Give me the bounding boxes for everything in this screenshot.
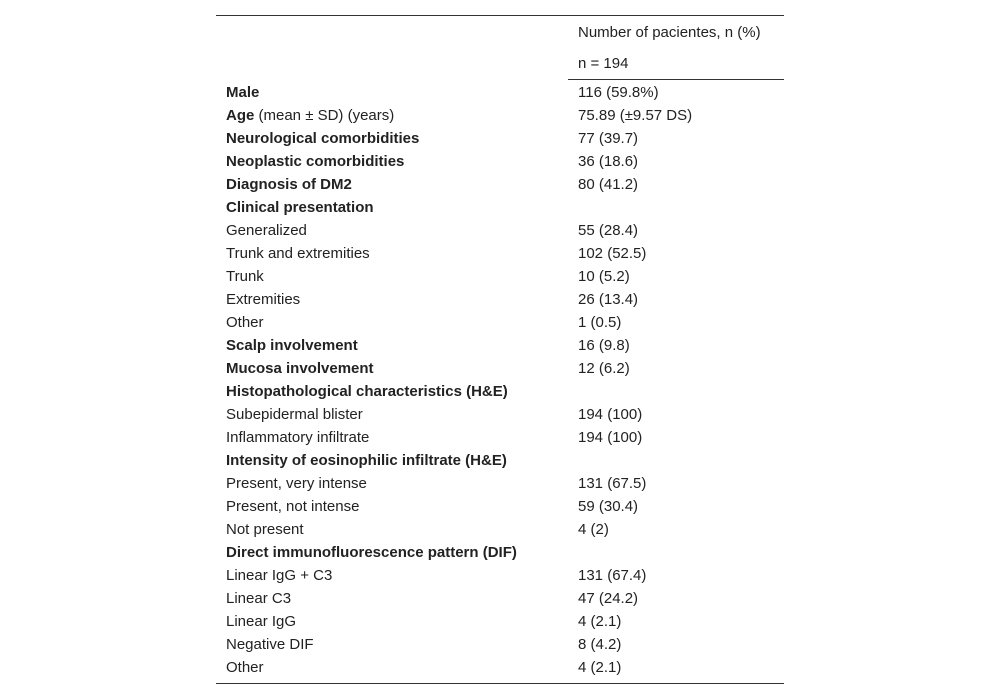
row-label-wrap — [216, 104, 568, 127]
table-row — [216, 426, 784, 449]
row-value: 131 (67.5) — [578, 475, 647, 492]
row-label: Present, not intense — [226, 498, 360, 515]
row-label: Scalp involvement — [226, 337, 358, 354]
row-value: 77 (39.7) — [578, 130, 639, 147]
table-row — [216, 219, 784, 242]
section-label: Histopathological characteristics (H&E) — [226, 383, 508, 400]
row-label: Not present — [226, 521, 304, 538]
table-row — [216, 518, 784, 541]
row-value — [568, 541, 578, 564]
row-value: 80 (41.2) — [578, 176, 639, 193]
section-row — [216, 541, 784, 564]
table-row — [216, 104, 784, 127]
row-label: Neoplastic comorbidities — [226, 153, 405, 170]
row-value: 194 (100) — [578, 406, 643, 423]
section-label: Direct immunofluorescence pattern (DIF) — [226, 544, 517, 561]
row-value — [568, 380, 578, 403]
table-row — [216, 564, 784, 587]
column-title: Number of pacientes, n (%) — [578, 24, 761, 41]
table-row — [216, 81, 784, 104]
row-value: 116 (59.8%) — [578, 84, 659, 101]
table-header — [216, 16, 784, 80]
section-row — [216, 449, 784, 472]
row-value: 36 (18.6) — [578, 153, 639, 170]
row-label-suffix: (mean ± SD) (years) — [254, 107, 395, 124]
row-value: 4 (2) — [578, 521, 609, 538]
row-label: Linear IgG + C3 — [226, 567, 333, 584]
row-value: 47 (24.2) — [578, 590, 639, 607]
row-value: 55 (28.4) — [578, 222, 639, 239]
table-row — [216, 587, 784, 610]
table-row — [216, 127, 784, 150]
section-row — [216, 380, 784, 403]
table-bottom-rule — [216, 683, 784, 684]
section-label: Clinical presentation — [226, 199, 374, 216]
row-value — [568, 449, 578, 472]
row-value: 102 (52.5) — [578, 245, 647, 262]
row-value: 4 (2.1) — [578, 659, 622, 676]
row-value: 4 (2.1) — [578, 613, 622, 630]
row-label: Mucosa involvement — [226, 360, 374, 377]
row-value: 75.89 (±9.57 DS) — [578, 107, 693, 124]
section-label: Intensity of eosinophilic infiltrate (H&E) — [226, 452, 507, 469]
row-value: 59 (30.4) — [578, 498, 639, 515]
row-value: 194 (100) — [578, 429, 643, 446]
table-row — [216, 633, 784, 656]
table-row — [216, 656, 784, 679]
table-row — [216, 472, 784, 495]
row-label: Other — [226, 659, 264, 676]
row-value: 26 (13.4) — [578, 291, 639, 308]
data-table — [216, 15, 784, 684]
row-value: 8 (4.2) — [578, 636, 622, 653]
row-label: Diagnosis of DM2 — [226, 176, 352, 193]
table-row — [216, 403, 784, 426]
row-label: Present, very intense — [226, 475, 367, 492]
row-label: Inflammatory infiltrate — [226, 429, 370, 446]
row-label: Trunk and extremities — [226, 245, 370, 262]
table-row — [216, 495, 784, 518]
row-value: 12 (6.2) — [578, 360, 630, 377]
table-row — [216, 288, 784, 311]
table-body — [216, 80, 784, 683]
row-label: Linear C3 — [226, 590, 292, 607]
table-row — [216, 242, 784, 265]
section-row — [216, 196, 784, 219]
row-label: Other — [226, 314, 264, 331]
row-value — [568, 196, 578, 219]
table-row — [216, 150, 784, 173]
table-row — [216, 311, 784, 334]
row-label: Subepidermal blister — [226, 406, 363, 423]
table-row — [216, 265, 784, 288]
table-row — [216, 334, 784, 357]
n-label: n = 194 — [578, 55, 629, 72]
row-label: Neurological comorbidities — [226, 130, 420, 147]
row-label: Negative DIF — [226, 636, 314, 653]
row-label: Trunk — [226, 268, 264, 285]
row-label: Male — [226, 84, 260, 101]
row-label: Generalized — [226, 222, 307, 239]
table-row — [216, 173, 784, 196]
row-label: Extremities — [226, 291, 301, 308]
table-row — [216, 357, 784, 380]
row-value: 131 (67.4) — [578, 567, 647, 584]
row-value: 16 (9.8) — [578, 337, 630, 354]
header-rule — [568, 79, 784, 80]
row-value: 1 (0.5) — [578, 314, 622, 331]
row-label: Age — [226, 107, 255, 124]
table-row — [216, 610, 784, 633]
row-label: Linear IgG — [226, 613, 297, 630]
row-value: 10 (5.2) — [578, 268, 630, 285]
